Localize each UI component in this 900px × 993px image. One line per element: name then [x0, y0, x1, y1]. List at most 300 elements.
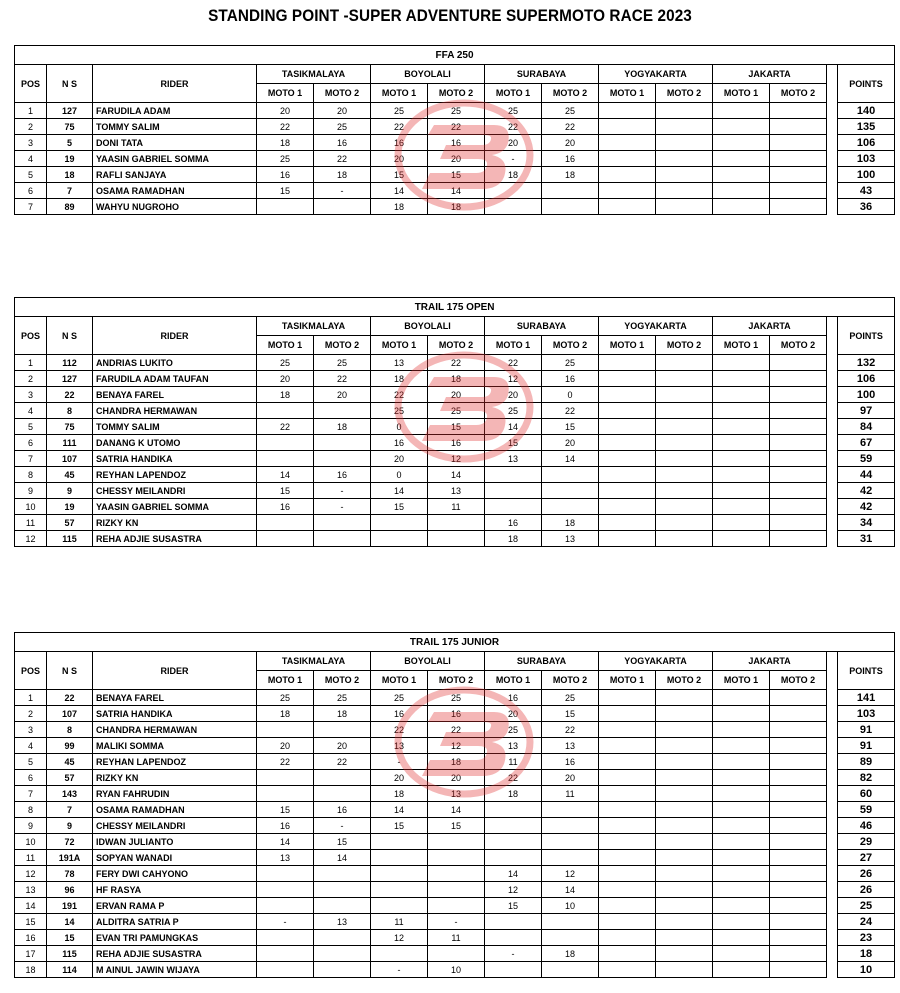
- table-row: [15, 435, 895, 451]
- score-cell: [428, 946, 485, 962]
- points-cell: 103: [838, 706, 895, 722]
- score-cell: [599, 167, 656, 183]
- table-row: [15, 898, 895, 914]
- ns-cell: 75: [47, 119, 93, 135]
- score-cell: [314, 898, 371, 914]
- pos-cell: 15: [15, 914, 47, 930]
- score-cell: 20: [314, 387, 371, 403]
- venue-header: BOYOLALI: [371, 652, 485, 671]
- rider-header: RIDER: [93, 317, 257, 355]
- rider-cell: DANANG K UTOMO: [93, 435, 257, 451]
- standings-table-ffa-250: [14, 45, 895, 215]
- score-cell: [257, 403, 314, 419]
- ns-cell: 15: [47, 930, 93, 946]
- score-cell: 15: [257, 483, 314, 499]
- score-cell: 22: [428, 119, 485, 135]
- table-row: [15, 135, 895, 151]
- rider-cell: RIZKY KN: [93, 770, 257, 786]
- column-gap: [827, 467, 838, 483]
- ns-cell: 19: [47, 499, 93, 515]
- points-cell: 27: [838, 850, 895, 866]
- score-cell: [713, 802, 770, 818]
- score-cell: 12: [485, 371, 542, 387]
- points-header: POINTS: [838, 65, 895, 103]
- moto-2-header: MOTO 2: [314, 84, 371, 103]
- moto-1-header: MOTO 1: [371, 84, 428, 103]
- pos-cell: 7: [15, 786, 47, 802]
- score-cell: 16: [428, 435, 485, 451]
- score-cell: 10: [428, 962, 485, 978]
- column-gap: [827, 914, 838, 930]
- rider-header: RIDER: [93, 652, 257, 690]
- pos-cell: 13: [15, 882, 47, 898]
- column-gap: [827, 387, 838, 403]
- score-cell: [770, 866, 827, 882]
- rider-cell: IDWAN JULIANTO: [93, 834, 257, 850]
- score-cell: [485, 467, 542, 483]
- points-cell: 91: [838, 738, 895, 754]
- table-row: [15, 706, 895, 722]
- score-cell: 20: [542, 435, 599, 451]
- pos-cell: 3: [15, 135, 47, 151]
- score-cell: [485, 802, 542, 818]
- score-cell: [542, 183, 599, 199]
- score-cell: 20: [485, 706, 542, 722]
- score-cell: [542, 802, 599, 818]
- table-row: [15, 946, 895, 962]
- score-cell: [485, 818, 542, 834]
- score-cell: 16: [257, 499, 314, 515]
- score-cell: 18: [485, 531, 542, 547]
- score-cell: [257, 722, 314, 738]
- rider-cell: REHA ADJIE SUSASTRA: [93, 531, 257, 547]
- column-gap: [827, 65, 838, 103]
- score-cell: 22: [371, 387, 428, 403]
- score-cell: 18: [542, 515, 599, 531]
- column-gap: [827, 946, 838, 962]
- column-gap: [827, 451, 838, 467]
- table-row: [15, 183, 895, 199]
- score-cell: [713, 690, 770, 706]
- points-cell: 26: [838, 882, 895, 898]
- score-cell: [599, 818, 656, 834]
- score-cell: [257, 786, 314, 802]
- column-gap: [827, 499, 838, 515]
- score-cell: 14: [485, 866, 542, 882]
- score-cell: [713, 515, 770, 531]
- score-cell: [599, 690, 656, 706]
- rider-cell: ALDITRA SATRIA P: [93, 914, 257, 930]
- score-cell: 18: [371, 199, 428, 215]
- pos-cell: 2: [15, 371, 47, 387]
- score-cell: [770, 882, 827, 898]
- score-cell: [770, 706, 827, 722]
- score-cell: 22: [257, 119, 314, 135]
- score-cell: 20: [257, 738, 314, 754]
- score-cell: [599, 898, 656, 914]
- pos-cell: 9: [15, 483, 47, 499]
- score-cell: [599, 866, 656, 882]
- score-cell: [770, 770, 827, 786]
- score-cell: [314, 515, 371, 531]
- moto-2-header: MOTO 2: [428, 671, 485, 690]
- score-cell: [770, 435, 827, 451]
- column-gap: [827, 103, 838, 119]
- column-gap: [827, 135, 838, 151]
- venue-header: JAKARTA: [713, 317, 827, 336]
- score-cell: [713, 946, 770, 962]
- score-cell: [770, 690, 827, 706]
- moto-1-header: MOTO 1: [485, 336, 542, 355]
- rider-cell: TOMMY SALIM: [93, 119, 257, 135]
- pos-cell: 16: [15, 930, 47, 946]
- score-cell: [770, 722, 827, 738]
- score-cell: 18: [542, 946, 599, 962]
- score-cell: 11: [428, 499, 485, 515]
- points-cell: 135: [838, 119, 895, 135]
- score-cell: [770, 898, 827, 914]
- score-cell: 15: [371, 499, 428, 515]
- score-cell: [542, 483, 599, 499]
- score-cell: 14: [542, 451, 599, 467]
- score-cell: [656, 119, 713, 135]
- score-cell: [599, 754, 656, 770]
- column-gap: [827, 802, 838, 818]
- pos-cell: 18: [15, 962, 47, 978]
- ns-cell: 22: [47, 387, 93, 403]
- score-cell: 25: [314, 355, 371, 371]
- points-cell: 141: [838, 690, 895, 706]
- score-cell: [599, 499, 656, 515]
- score-cell: [542, 914, 599, 930]
- score-cell: 22: [485, 770, 542, 786]
- moto-1-header: MOTO 1: [713, 84, 770, 103]
- score-cell: [371, 946, 428, 962]
- ns-cell: 143: [47, 786, 93, 802]
- score-cell: [656, 435, 713, 451]
- score-cell: 18: [428, 199, 485, 215]
- score-cell: 22: [542, 119, 599, 135]
- pos-cell: 3: [15, 722, 47, 738]
- pos-cell: 4: [15, 738, 47, 754]
- score-cell: 25: [314, 119, 371, 135]
- ns-cell: 89: [47, 199, 93, 215]
- table-row: [15, 770, 895, 786]
- score-cell: [713, 355, 770, 371]
- score-cell: 25: [485, 403, 542, 419]
- table-row: [15, 866, 895, 882]
- score-cell: -: [371, 754, 428, 770]
- table-row: [15, 419, 895, 435]
- score-cell: [599, 419, 656, 435]
- score-cell: 14: [314, 850, 371, 866]
- score-cell: 18: [428, 371, 485, 387]
- table-row: [15, 834, 895, 850]
- moto-2-header: MOTO 2: [542, 671, 599, 690]
- score-cell: [257, 451, 314, 467]
- category-title: TRAIL 175 OPEN: [15, 298, 895, 317]
- pos-cell: 8: [15, 802, 47, 818]
- ns-cell: 127: [47, 371, 93, 387]
- venue-header: BOYOLALI: [371, 65, 485, 84]
- rider-cell: RIZKY KN: [93, 515, 257, 531]
- score-cell: [314, 770, 371, 786]
- score-cell: [257, 898, 314, 914]
- score-cell: 25: [371, 403, 428, 419]
- ns-cell: 7: [47, 802, 93, 818]
- score-cell: 25: [428, 103, 485, 119]
- pos-cell: 5: [15, 419, 47, 435]
- score-cell: [770, 199, 827, 215]
- score-cell: [485, 834, 542, 850]
- points-cell: 31: [838, 531, 895, 547]
- rider-cell: M AINUL JAWIN WIJAYA: [93, 962, 257, 978]
- venue-header: JAKARTA: [713, 652, 827, 671]
- score-cell: [599, 103, 656, 119]
- pos-cell: 1: [15, 103, 47, 119]
- pos-cell: 11: [15, 850, 47, 866]
- score-cell: [599, 151, 656, 167]
- score-cell: [428, 834, 485, 850]
- column-gap: [827, 199, 838, 215]
- table-row: [15, 467, 895, 483]
- column-gap: [827, 317, 838, 355]
- score-cell: [599, 770, 656, 786]
- score-cell: [314, 451, 371, 467]
- pos-cell: 2: [15, 119, 47, 135]
- score-cell: [656, 706, 713, 722]
- score-cell: [656, 483, 713, 499]
- moto-1-header: MOTO 1: [257, 671, 314, 690]
- score-cell: [656, 690, 713, 706]
- score-cell: -: [314, 183, 371, 199]
- score-cell: [656, 387, 713, 403]
- score-cell: 20: [257, 103, 314, 119]
- score-cell: 15: [428, 818, 485, 834]
- moto-1-header: MOTO 1: [713, 671, 770, 690]
- score-cell: [656, 866, 713, 882]
- score-cell: 11: [371, 914, 428, 930]
- venue-header: TASIKMALAYA: [257, 652, 371, 671]
- rider-cell: OSAMA RAMADHAN: [93, 802, 257, 818]
- score-cell: [656, 802, 713, 818]
- table-row: [15, 930, 895, 946]
- score-cell: 14: [257, 834, 314, 850]
- moto-2-header: MOTO 2: [656, 336, 713, 355]
- score-cell: 22: [485, 355, 542, 371]
- score-cell: [770, 355, 827, 371]
- score-cell: [770, 103, 827, 119]
- moto-2-header: MOTO 2: [770, 336, 827, 355]
- score-cell: [314, 946, 371, 962]
- pos-cell: 2: [15, 706, 47, 722]
- score-cell: 20: [542, 770, 599, 786]
- score-cell: 16: [371, 706, 428, 722]
- score-cell: 12: [428, 738, 485, 754]
- score-cell: 20: [428, 770, 485, 786]
- rider-cell: BENAYA FAREL: [93, 690, 257, 706]
- ns-cell: 18: [47, 167, 93, 183]
- rider-cell: CHESSY MEILANDRI: [93, 483, 257, 499]
- score-cell: 22: [428, 722, 485, 738]
- score-cell: [656, 135, 713, 151]
- rider-cell: CHANDRA HERMAWAN: [93, 403, 257, 419]
- score-cell: [314, 199, 371, 215]
- score-cell: [656, 786, 713, 802]
- column-gap: [827, 435, 838, 451]
- points-cell: 43: [838, 183, 895, 199]
- venue-header: YOGYAKARTA: [599, 652, 713, 671]
- score-cell: [713, 770, 770, 786]
- rider-cell: YAASIN GABRIEL SOMMA: [93, 499, 257, 515]
- pos-cell: 9: [15, 818, 47, 834]
- score-cell: [314, 962, 371, 978]
- points-cell: 24: [838, 914, 895, 930]
- score-cell: [656, 371, 713, 387]
- score-cell: 16: [257, 818, 314, 834]
- score-cell: [713, 167, 770, 183]
- score-cell: 22: [485, 119, 542, 135]
- score-cell: 20: [485, 135, 542, 151]
- score-cell: [257, 962, 314, 978]
- moto-2-header: MOTO 2: [314, 671, 371, 690]
- ns-cell: 8: [47, 722, 93, 738]
- score-cell: [713, 467, 770, 483]
- score-cell: [713, 834, 770, 850]
- rider-cell: WAHYU NUGROHO: [93, 199, 257, 215]
- venue-header: TASIKMALAYA: [257, 65, 371, 84]
- score-cell: 22: [314, 371, 371, 387]
- score-cell: 25: [542, 690, 599, 706]
- ns-cell: 22: [47, 690, 93, 706]
- score-cell: [599, 387, 656, 403]
- points-cell: 44: [838, 467, 895, 483]
- score-cell: [770, 818, 827, 834]
- score-cell: [656, 930, 713, 946]
- score-cell: [770, 930, 827, 946]
- score-cell: [713, 451, 770, 467]
- moto-1-header: MOTO 1: [485, 84, 542, 103]
- score-cell: 25: [542, 103, 599, 119]
- score-cell: [371, 898, 428, 914]
- score-cell: 16: [371, 435, 428, 451]
- score-cell: [371, 834, 428, 850]
- score-cell: [371, 850, 428, 866]
- score-cell: 16: [542, 754, 599, 770]
- score-cell: [257, 515, 314, 531]
- score-cell: [257, 770, 314, 786]
- table-row: [15, 722, 895, 738]
- score-cell: [599, 802, 656, 818]
- rider-cell: FARUDILA ADAM: [93, 103, 257, 119]
- score-cell: [713, 882, 770, 898]
- ns-cell: 115: [47, 531, 93, 547]
- table-row: [15, 754, 895, 770]
- score-cell: 0: [371, 467, 428, 483]
- column-gap: [827, 690, 838, 706]
- score-cell: [599, 451, 656, 467]
- column-gap: [827, 754, 838, 770]
- points-cell: 59: [838, 451, 895, 467]
- pos-cell: 1: [15, 355, 47, 371]
- score-cell: [770, 946, 827, 962]
- score-cell: 13: [542, 531, 599, 547]
- score-cell: 14: [542, 882, 599, 898]
- moto-2-header: MOTO 2: [542, 336, 599, 355]
- score-cell: 15: [542, 706, 599, 722]
- pos-cell: 7: [15, 199, 47, 215]
- rider-cell: SATRIA HANDIKA: [93, 451, 257, 467]
- ns-cell: 75: [47, 419, 93, 435]
- ns-cell: 45: [47, 467, 93, 483]
- moto-1-header: MOTO 1: [257, 336, 314, 355]
- standings-table: [14, 297, 895, 547]
- score-cell: [485, 930, 542, 946]
- page-title: STANDING POINT -SUPER ADVENTURE SUPERMOTO RACE 2023: [208, 6, 692, 25]
- score-cell: [770, 786, 827, 802]
- score-cell: 12: [371, 930, 428, 946]
- rider-cell: DONI TATA: [93, 135, 257, 151]
- score-cell: 12: [428, 451, 485, 467]
- score-cell: 18: [314, 706, 371, 722]
- score-cell: [485, 199, 542, 215]
- score-cell: [314, 866, 371, 882]
- score-cell: [713, 387, 770, 403]
- table-row: [15, 738, 895, 754]
- score-cell: [485, 483, 542, 499]
- score-cell: [599, 515, 656, 531]
- pos-header: POS: [15, 652, 47, 690]
- rider-cell: MALIKI SOMMA: [93, 738, 257, 754]
- moto-1-header: MOTO 1: [599, 84, 656, 103]
- ns-header: N S: [47, 65, 93, 103]
- ns-cell: 127: [47, 103, 93, 119]
- score-cell: 15: [542, 419, 599, 435]
- score-cell: [770, 451, 827, 467]
- ns-cell: 114: [47, 962, 93, 978]
- score-cell: [257, 199, 314, 215]
- ns-cell: 9: [47, 818, 93, 834]
- pos-cell: 1: [15, 690, 47, 706]
- score-cell: 22: [314, 151, 371, 167]
- rider-cell: FARUDILA ADAM TAUFAN: [93, 371, 257, 387]
- score-cell: [599, 706, 656, 722]
- score-cell: [713, 135, 770, 151]
- table-row: [15, 451, 895, 467]
- points-cell: 23: [838, 930, 895, 946]
- score-cell: [656, 962, 713, 978]
- score-cell: [656, 722, 713, 738]
- score-cell: [770, 754, 827, 770]
- score-cell: [656, 850, 713, 866]
- pos-cell: 6: [15, 770, 47, 786]
- pos-cell: 6: [15, 435, 47, 451]
- score-cell: [770, 850, 827, 866]
- score-cell: 22: [542, 722, 599, 738]
- score-cell: 11: [485, 754, 542, 770]
- score-cell: [656, 499, 713, 515]
- score-cell: [656, 151, 713, 167]
- score-cell: [770, 962, 827, 978]
- venue-header: YOGYAKARTA: [599, 65, 713, 84]
- rider-header: RIDER: [93, 65, 257, 103]
- points-cell: 46: [838, 818, 895, 834]
- score-cell: [485, 499, 542, 515]
- rider-cell: CHESSY MEILANDRI: [93, 818, 257, 834]
- column-gap: [827, 882, 838, 898]
- column-gap: [827, 706, 838, 722]
- score-cell: [656, 818, 713, 834]
